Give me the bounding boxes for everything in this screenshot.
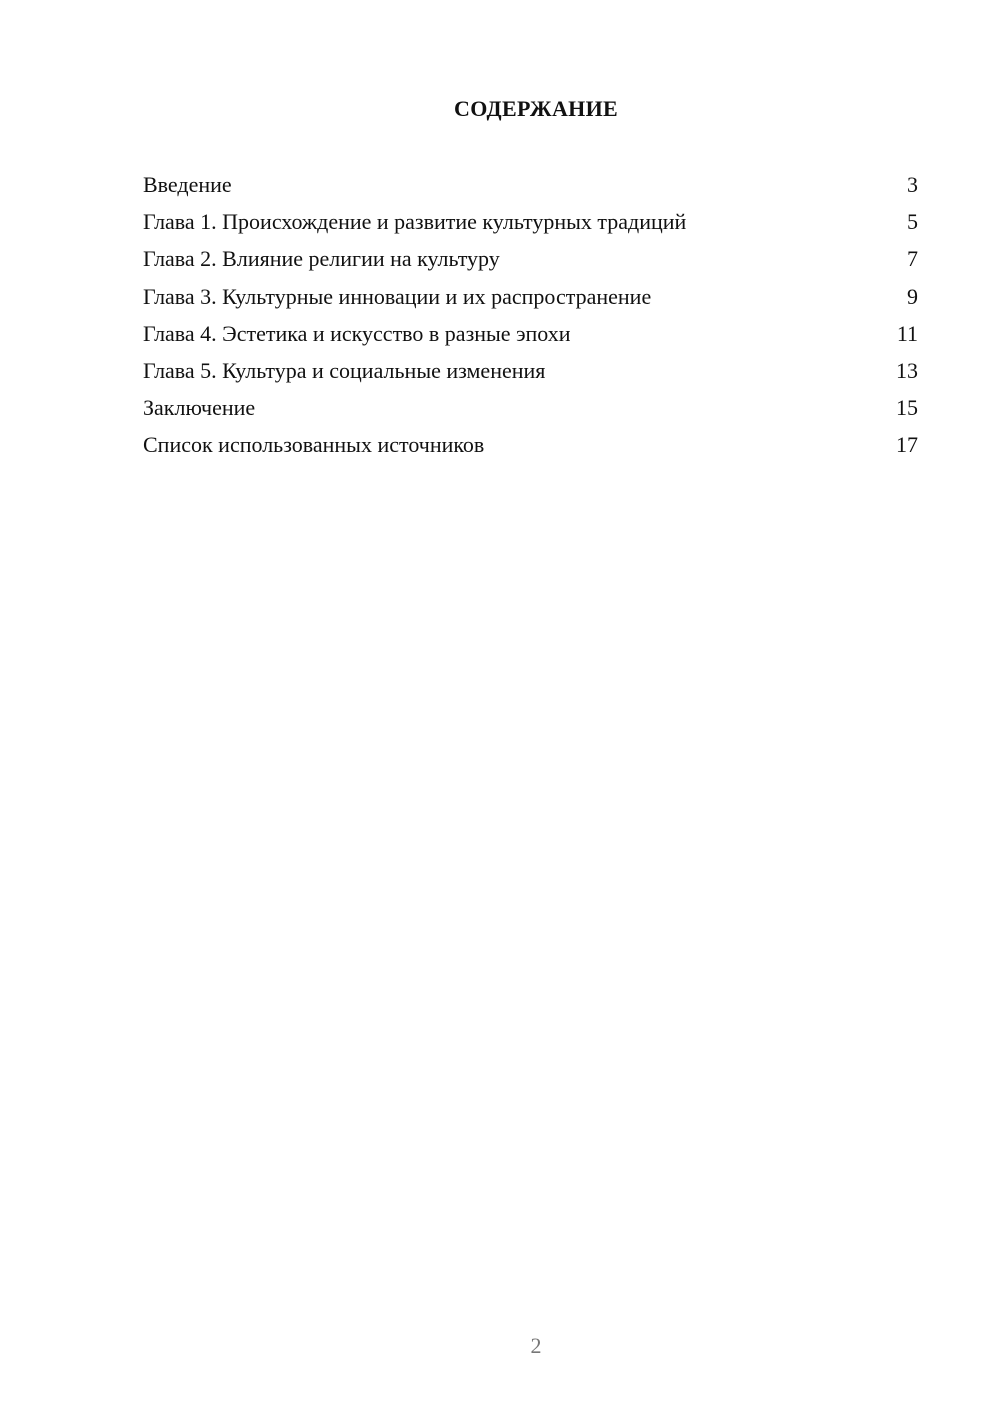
toc-item-conclusion xyxy=(143,392,918,429)
toc-item-page: 7 xyxy=(907,246,918,272)
toc-item-label: Глава 2. Влияние религии на культуру xyxy=(143,246,500,272)
toc-item-page: 9 xyxy=(907,283,918,309)
toc-item-page: 3 xyxy=(907,172,918,197)
page-number: 2 xyxy=(530,1333,542,1358)
toc-item-chapter-2 xyxy=(143,243,918,280)
toc-item-label: Глава 5. Культура и социальные изменения xyxy=(143,357,546,383)
table-of-contents xyxy=(143,169,918,467)
toc-item-chapter-4 xyxy=(143,318,918,355)
toc-item-label: Глава 1. Происхождение и развитие культурных традиций xyxy=(143,209,687,235)
toc-item-label: Список использованных источников xyxy=(143,432,485,458)
toc-item-chapter-5 xyxy=(143,355,918,392)
toc-item-page: 11 xyxy=(896,320,918,346)
toc-item-chapter-3 xyxy=(143,281,918,318)
toc-item-label: Глава 4. Эстетика и искусство в разные эпохи xyxy=(143,320,571,346)
toc-item-label: Глава 3. Культурные инновации и их распространение xyxy=(143,283,652,309)
toc-item-label: Введение xyxy=(143,172,232,197)
toc-item-introduction xyxy=(143,169,918,206)
toc-item-page: 15 xyxy=(896,395,918,421)
page-title: СОДЕРЖАНИЕ xyxy=(454,96,618,121)
toc-item-chapter-1 xyxy=(143,206,918,243)
toc-item-references xyxy=(143,429,918,466)
toc-item-page: 13 xyxy=(896,357,918,383)
toc-item-label: Заключение xyxy=(143,395,256,421)
toc-item-page: 17 xyxy=(896,432,918,458)
toc-item-page: 5 xyxy=(907,209,918,235)
